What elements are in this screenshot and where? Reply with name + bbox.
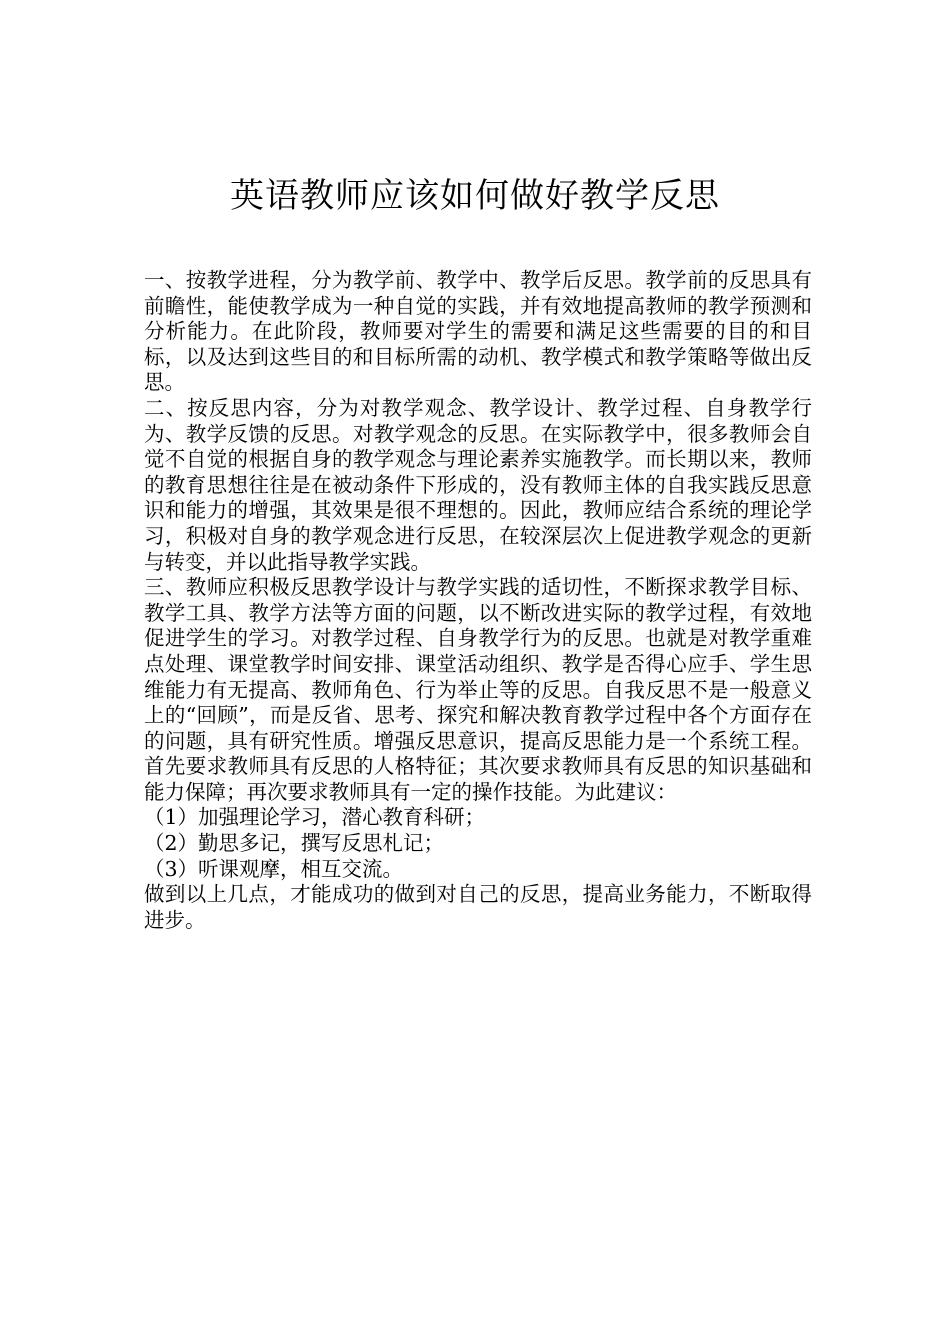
document-body [144,268,812,933]
suggestion-item: （1）加强理论学习，潜心教育科研； [144,805,486,830]
suggestion-item: （3）听课观摩，相互交流。 [144,856,404,881]
paragraph-teaching-process: 一、按教学进程，分为教学前、教学中、教学后反思。教学前的反思具有前瞻性，能使教学成为一种自觉的实践，并有效地提高教师的教学预测和分析能力。在此阶段，教师要对学生的需要和满足这些需要的目的和目标，以及达到这些目的和目标所需的动机、教学模式和教学策略等做出反思。 [144,268,812,395]
paragraph-reflection-content: 二、按反思内容，分为对教学观念、教学设计、教学过程、自身教学行为、教学反馈的反思。对教学观念的反思。在实际教学中，很多教师会自觉不自觉的根据自身的教学观念与理论素养实施教学。而长期以来，教师的教育思想往往是在被动条件下形成的，没有教师主体的自我实践反思意识和能力的增强，其效果是很不理想的。因此，教师应结合系统的理论学习，积极对自身的教学观念进行反思，在较深层次上促进教学观念的更新与转变，并以此指导教学实践。 [144,395,812,574]
document-title: 英语教师应该如何做好教学反思 [230,176,720,216]
paragraph-conclusion: 做到以上几点，才能成功的做到对自己的反思，提高业务能力，不断取得进步。 [144,882,812,932]
paragraph-teaching-design: 三、教师应积极反思教学设计与教学实践的适切性，不断探求教学目标、教学工具、教学方法等方面的问题，以不断改进实际的教学过程，有效地促进学生的学习。对教学过程、自身教学行为的反思。也就是对教学重难点处理、课堂教学时间安排、课堂活动组织、教学是否得心应手、学生思维能力有无提高、教师角色、行为举止等的反思。自我反思不是一般意义上的“回顾”，而是反省、思考、探究和解决教育教学过程中各个方面存在的问题，具有研究性质。增强反思意识，提高反思能力是一个系统工程。首先要求教师具有反思的人格特征；其次要求教师具有反思的知识基础和能力保障；再次要求教师具有一定的操作技能。为此建议： [144,575,812,804]
suggestion-item: （2）勤思多记，撰写反思札记； [144,831,445,856]
